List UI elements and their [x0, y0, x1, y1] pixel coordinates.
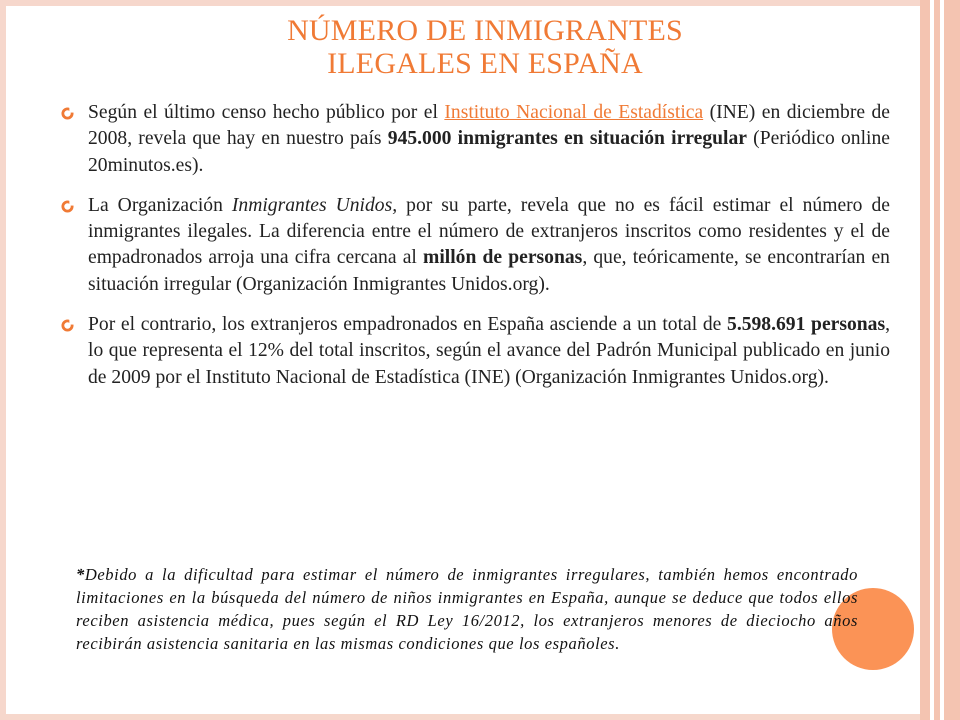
bullet-text: La Organización [88, 194, 232, 216]
bullet-item-2 [60, 193, 890, 298]
footnote-star: * [76, 565, 85, 584]
ine-link[interactable]: Instituto Nacional de Estadística [444, 102, 704, 123]
slide-title [120, 14, 850, 80]
bullet-text: (INE) en diciembre de 2008, revela que hay en nuestro país [88, 102, 890, 150]
bullet-bold-text: 5.598.691 personas [727, 314, 886, 336]
bullet-text: , lo que representa el 12% del total inscritos, según el avance del Padrón Municipal publicado en junio de 2009 por el Instituto Nacional de Estadística (INE) (Organización Inmigrantes Unidos.org). [88, 314, 890, 388]
title-line-1: NÚMERO DE INMIGRANTES [287, 14, 683, 47]
title-line-2: ILEGALES EN ESPAÑA [327, 47, 643, 80]
bullet-icon [61, 200, 74, 213]
slide-border-bottom [0, 714, 930, 720]
bullet-icon [61, 319, 74, 332]
footnote-text: Debido a la dificultad para estimar el número de inmigrantes irregulares, también hemos encontrado limitaciones en la búsqueda del número de niños inmigrantes en España, aunque se deduce que todos ellos reciben asistencia médica, pues según el RD Ley 16/2012, los extranjeros menores de dieciocho años recibirán asistencia sanitaria en las mismas condiciones que los españoles. [76, 565, 858, 653]
bullet-bold-text: millón de personas [423, 247, 583, 269]
bullet-list [60, 100, 890, 405]
slide-border-left [0, 0, 6, 720]
bullet-text: , que, teóricamente, se encontrarían en situación irregular (Organización Inmigrantes Unidos.org). [88, 247, 890, 295]
bullet-icon [61, 107, 74, 120]
bullet-italic-text: Inmigrantes Unidos, [231, 194, 398, 216]
bullet-text: por su parte, revela que no es fácil estimar el número de inmigrantes ilegales. La diferencia entre el número de extranjeros inscritos como residentes y el de empadronados arroja una cifra cercana al [88, 194, 890, 269]
bullet-bold-text: 945.000 inmigrantes en situación irregular [387, 128, 747, 150]
bullet-text: (Periódico online 20minutos.es). [88, 128, 890, 176]
bullet-item-1 [60, 100, 890, 179]
bullet-item-3 [60, 312, 890, 391]
bullet-text: Según el último censo hecho público por el [88, 102, 445, 123]
side-stripe [944, 0, 960, 720]
side-stripe [920, 0, 930, 720]
footnote [76, 563, 858, 655]
slide-border-top [0, 0, 930, 6]
bullet-text: Por el contrario, los extranjeros empadronados en España asciende a un total de [88, 314, 728, 336]
